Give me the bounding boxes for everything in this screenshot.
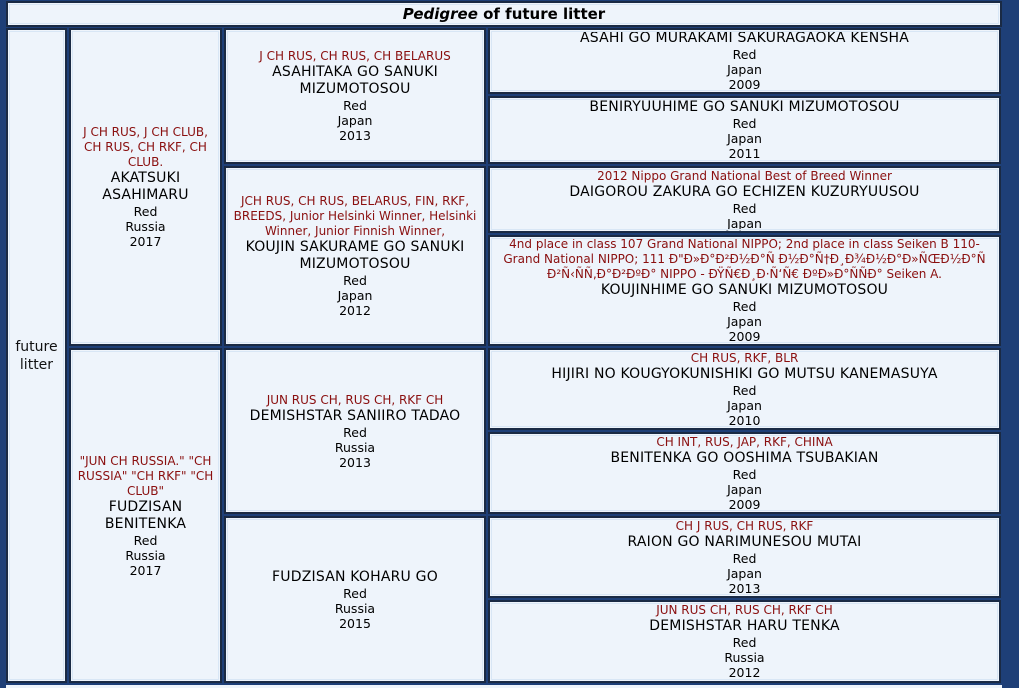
sire-name[interactable]: AKATSUKI ASAHIMARU bbox=[102, 170, 189, 203]
dam-titles: "JUN CH RUSSIA." "CH RUSSIA" "CH RKF" "CH CLUB" bbox=[77, 453, 214, 498]
sdd-titles: 4nd place in class 107 Grand National NIPPO; 2nd place in class Seiken B 110-Grand National NIPPO; 111 Ð"Ð»Ð°Ð²Ð½Ð°Ñ Ð½Ð°Ñ†Ð¸Ð¾Ð½Ð°Ð»ÑŒÐ½Ð°Ñ Ð²Ñ‹ÑÑ‚Ð°Ð²ÐºÐ° NIPPO - ÐŸÑ€Ð¸Ð·Ñ‘Ñ€ ÐºÐ»Ð°ÑÑÐ° Seiken A. bbox=[503, 237, 986, 281]
dam-sire-name[interactable]: DEMISHSTAR SANIIRO TADAO bbox=[249, 407, 461, 424]
ssd-color: Red bbox=[732, 116, 757, 131]
dam-dam-country: Russia bbox=[334, 600, 376, 616]
pedigree-header bbox=[6, 1, 1002, 27]
dds-color: Red bbox=[732, 550, 757, 566]
sire-cell[interactable] bbox=[69, 28, 222, 346]
title-rest: of future litter bbox=[477, 5, 606, 23]
dss-color: Red bbox=[732, 382, 757, 398]
dss-country: Japan bbox=[727, 397, 762, 413]
dsd-country: Japan bbox=[727, 481, 762, 497]
ddd-name[interactable]: DEMISHSTAR HARU TENKA bbox=[649, 618, 840, 634]
sire-sire-name[interactable]: ASAHITAKA GO SANUKI MIZUMOTOSOU bbox=[272, 64, 438, 97]
dam-dam-year: 2015 bbox=[339, 615, 371, 631]
ssd-year: 2011 bbox=[728, 146, 761, 161]
ddd-year: 2012 bbox=[728, 665, 761, 680]
sds-titles: 2012 Nippo Grand National Best of Breed Winner bbox=[597, 168, 892, 183]
dss-year: 2010 bbox=[728, 412, 761, 428]
ddd-country: Russia bbox=[724, 650, 765, 665]
dss-titles: CH RUS, RKF, BLR bbox=[690, 350, 799, 365]
sss-year: 2009 bbox=[728, 77, 761, 92]
dam-dam-color: Red bbox=[343, 585, 367, 601]
sds-name[interactable]: DAIGOROU ZAKURA GO ECHIZEN KUZURYUUSOU bbox=[569, 183, 920, 200]
dam-dam-cell[interactable] bbox=[224, 516, 486, 683]
ddd-titles: JUN RUS CH, RUS CH, RKF CH bbox=[656, 603, 833, 617]
sire-color: Red bbox=[133, 204, 158, 219]
sire-dam-name[interactable]: KOUJIN SAKURAME GO SANUKI MIZUMOTOSOU bbox=[245, 239, 465, 272]
dds-titles: CH J RUS, CH RUS, RKF bbox=[675, 518, 814, 533]
dam-sire-color: Red bbox=[343, 424, 367, 440]
dsd-titles: CH INT, RUS, JAP, RKF, CHINA bbox=[656, 434, 833, 449]
dam-year: 2017 bbox=[129, 562, 162, 578]
dsd-year: 2009 bbox=[728, 496, 761, 512]
sire-dam-color: Red bbox=[343, 273, 367, 288]
dam-cell[interactable] bbox=[69, 348, 222, 683]
subject-label: future litter bbox=[15, 338, 58, 373]
sdd-name[interactable]: KOUJINHIME GO SANUKI MIZUMOTOSOU bbox=[600, 282, 889, 298]
dds-country: Japan bbox=[727, 565, 762, 581]
sire-country: Russia bbox=[125, 219, 166, 234]
ssd-name[interactable]: BENIRYUUHIME GO SANUKI MIZUMOTOSOU bbox=[589, 99, 900, 115]
sss-name[interactable]: ASAHI GO MURAKAMI SAKURAGAOKA KENSHA bbox=[579, 30, 910, 46]
subject-cell bbox=[6, 28, 67, 683]
dam-name[interactable]: FUDZISAN BENITENKA bbox=[104, 498, 187, 532]
sire-sire-titles: J CH RUS, CH RUS, CH BELARUS bbox=[259, 49, 451, 63]
sds-color: Red bbox=[732, 200, 757, 216]
dam-country: Russia bbox=[125, 547, 166, 563]
sire-sire-country: Japan bbox=[337, 113, 373, 128]
ssd-country: Japan bbox=[727, 131, 762, 146]
sds-country: Japan bbox=[727, 215, 762, 231]
dss-cell[interactable] bbox=[488, 348, 1001, 430]
ddd-color: Red bbox=[732, 635, 757, 650]
sire-sire-year: 2013 bbox=[339, 128, 371, 143]
sire-dam-year: 2012 bbox=[339, 303, 371, 318]
ssd-cell[interactable] bbox=[488, 96, 1001, 164]
dsd-name[interactable]: BENITENKA GO OOSHIMA TSUBAKIAN bbox=[610, 449, 879, 466]
sdd-color: Red bbox=[732, 299, 757, 314]
dds-cell[interactable] bbox=[488, 516, 1001, 598]
sss-color: Red bbox=[732, 47, 757, 62]
dsd-color: Red bbox=[732, 466, 757, 482]
sss-country: Japan bbox=[727, 62, 762, 77]
sdd-cell[interactable] bbox=[488, 235, 1001, 346]
ddd-cell[interactable] bbox=[488, 600, 1001, 683]
sire-year: 2017 bbox=[129, 234, 162, 249]
sire-dam-titles: JCH RUS, CH RUS, BELARUS, FIN, RKF, BREEDS, Junior Helsinki Winner, Helsinki Winner, Junior Finnish Winner, bbox=[233, 194, 477, 238]
sdd-year: 2009 bbox=[728, 329, 761, 344]
sire-titles: J CH RUS, J CH CLUB, CH RUS, CH RKF, CH CLUB. bbox=[83, 125, 208, 169]
dss-name[interactable]: HIJIRI NO KOUGYOKUNISHIKI GO MUTSU KANEMASUYA bbox=[551, 365, 938, 382]
sire-dam-country: Japan bbox=[337, 288, 373, 303]
sire-sire-cell[interactable] bbox=[224, 28, 486, 164]
dsd-cell[interactable] bbox=[488, 432, 1001, 514]
dam-sire-country: Russia bbox=[334, 439, 376, 455]
page-title bbox=[403, 5, 605, 23]
dam-color: Red bbox=[133, 532, 158, 548]
sire-dam-cell[interactable] bbox=[224, 166, 486, 346]
dds-year: 2013 bbox=[728, 580, 761, 596]
sdd-country: Japan bbox=[727, 314, 762, 329]
dam-dam-name[interactable]: FUDZISAN KOHARU GO bbox=[272, 568, 438, 585]
dam-sire-cell[interactable] bbox=[224, 348, 486, 514]
sss-cell[interactable] bbox=[488, 28, 1001, 94]
sds-cell[interactable] bbox=[488, 166, 1001, 233]
title-italic: Pedigree bbox=[402, 5, 478, 23]
sire-sire-color: Red bbox=[343, 98, 367, 113]
dam-sire-year: 2013 bbox=[339, 454, 371, 470]
dds-name[interactable]: RAION GO NARIMUNESOU MUTAI bbox=[627, 533, 862, 550]
dam-sire-titles: JUN RUS CH, RUS CH, RKF CH bbox=[266, 392, 444, 407]
